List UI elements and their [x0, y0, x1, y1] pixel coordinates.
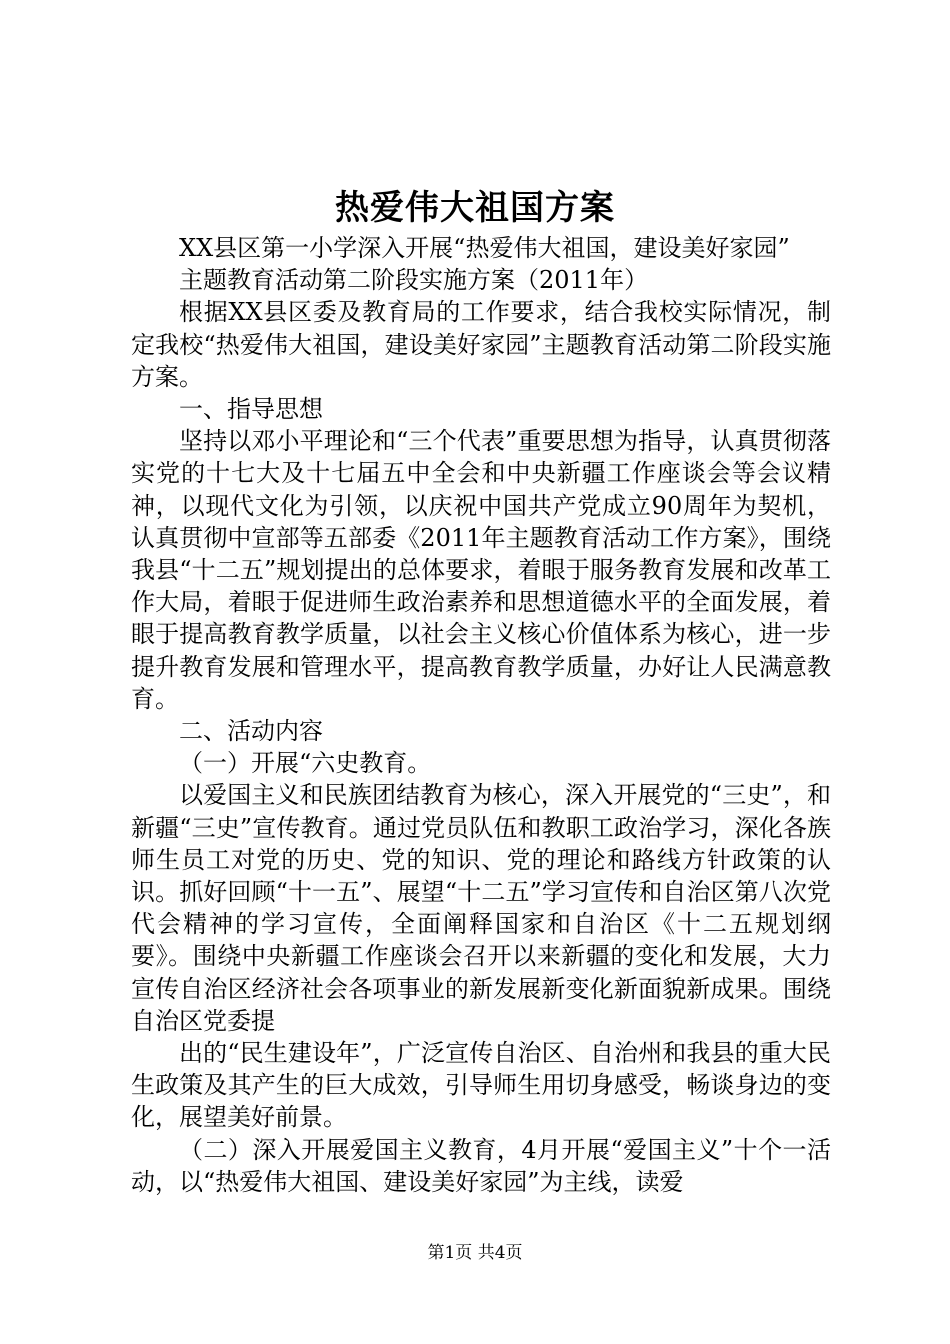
section-heading-activity-content: 二、活动内容: [179, 717, 323, 746]
activity-paragraph-2: 出的“民生建设年”，广泛宣传自治区、自治州和我县的重大民生政策及其产生的巨大成效，引导师生用切身感受，畅谈身边的变化，展望美好前景。: [131, 1039, 831, 1132]
document-body: [131, 232, 831, 1198]
guiding-ideology-paragraph: 坚持以邓小平理论和“三个代表”重要思想为指导，认真贯彻落实党的十七大及十七届五中全会和中央新疆工作座谈会等会议精神，以现代文化为引领，以庆祝中国共产党成立90周年为契机，认真贯彻中宣部等五部委《2011年主题教育活动工作方案》，围绕我县“十二五”规划提出的总体要求，着眼于服务教育发展和改革工作大局，着眼于促进师生政治素养和思想道德水平的全面发展，着眼于提高教育教学质量，以社会主义核心价值体系为核心，进一步提升教育发展和管理水平，提高教育教学质量，办好让人民满意教育。: [131, 427, 831, 713]
page-number: 第1页 共4页: [427, 1243, 523, 1263]
subsection-paragraph-2: （二）深入开展爱国主义教育，4月开展“爱国主义”十个一活动，以“热爱伟大祖国、建设美好家园”为主线，读爱: [131, 1135, 831, 1196]
subtitle-line-1: XX县区第一小学深入开展“热爱伟大祖国，建设美好家园”: [179, 234, 790, 262]
intro-paragraph: 根据XX县区委及教育局的工作要求，结合我校实际情况，制定我校“热爱伟大祖国，建设美好家园”主题教育活动第二阶段实施方案。: [131, 298, 831, 391]
section-heading-guiding-ideology: 一、指导思想: [179, 395, 323, 424]
activity-paragraph-1: 以爱国主义和民族团结教育为核心，深入开展党的“三史”，和新疆“三史”宣传教育。通过党员队伍和教职工政治学习，深化各族师生员工对党的历史、党的知识、党的理论和路线方针政策的认识。抓好回顾“十一五”、展望“十二五”学习宣传和自治区第八次党代会精神的学习宣传，全面阐释国家和自治区《十二五规划纲要》。围绕中央新疆工作座谈会召开以来新疆的变化和发展，大力宣传自治区经济社会各项事业的新发展新变化新面貌新成果。围绕自治区党委提: [131, 781, 831, 1035]
document-title: 热爱伟大祖国方案: [335, 188, 615, 228]
subtitle-line-2: 主题教育活动第二阶段实施方案（2011年）: [179, 266, 649, 295]
subsection-heading-1: （一）开展“六史教育。: [179, 749, 432, 778]
